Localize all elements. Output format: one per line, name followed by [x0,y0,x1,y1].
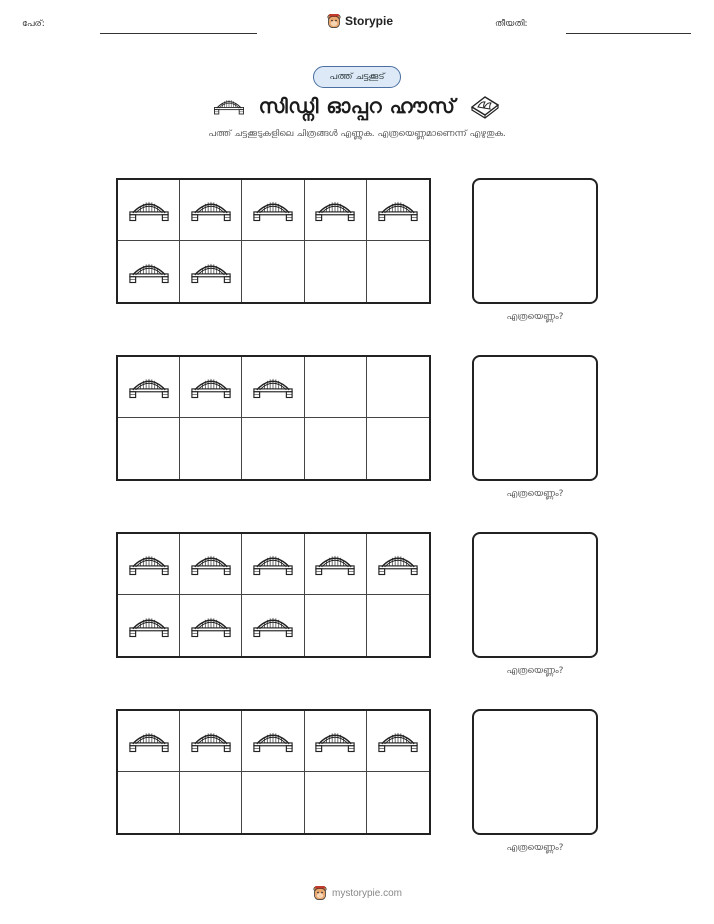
ten-frame-cell [367,180,429,241]
ten-frame-cell [180,241,242,302]
ten-frame-cell [180,534,242,595]
bridge-icon [190,374,232,400]
instructions: പത്ത് ചട്ടക്കൂടുകളിലെ ചിത്രങ്ങൾ എണ്ണുക. എത്രയെണ്ണമാണെന്ന് എഴുതുക. [208,129,506,139]
ten-frame-cell [180,180,242,241]
ten-frame-cell [180,711,242,772]
ten-frame-cell [180,418,242,479]
ten-frame [116,709,431,835]
date-label: തീയതി: [495,19,528,29]
footer-url: mystorypie.com [331,887,402,899]
bridge-icon [190,197,232,223]
ten-frame-cell [242,595,304,656]
ten-frame-cell [242,711,304,772]
how-many-label: എത്രയെണ്ണം? [506,843,564,853]
title-row [0,92,714,120]
ten-frame-cell [118,357,180,418]
bridge-icon [190,551,232,577]
bridge-icon [252,374,294,400]
ten-frame-cell [367,357,429,418]
bridge-icon [314,197,356,223]
ten-frame-cell [118,241,180,302]
storypie-mascot-icon [326,13,342,29]
page-title: സിഡ്നി ഓപ്പറ ഹൗസ് [258,94,456,118]
bridge-icon [128,259,170,285]
ten-frame-cell [118,772,180,833]
answer-box[interactable] [472,709,598,835]
ten-frame [116,178,431,304]
ten-frame-cell [305,711,367,772]
ten-frame-cell [180,357,242,418]
storypie-mascot-icon [312,885,328,901]
name-field[interactable] [100,33,257,34]
ten-frame [116,532,431,658]
how-many-label: എത്രയെണ്ണം? [506,312,564,322]
ten-frame-cell [242,418,304,479]
ten-frame-cell [367,772,429,833]
brand-logo [326,13,393,29]
ten-frame-cell [305,180,367,241]
bridge-icon [190,613,232,639]
bridge-icon [128,374,170,400]
bridge-icon [377,197,419,223]
bridge-icon [213,96,245,116]
how-many-label: എത്രയെണ്ണം? [506,666,564,676]
ten-frame-cell [118,534,180,595]
bridge-icon [128,613,170,639]
bridge-icon [190,728,232,754]
brand-name: Storypie [345,14,394,28]
bridge-icon [128,728,170,754]
ten-frame-cell [367,711,429,772]
name-label: പേര്: [22,19,45,29]
bridge-icon [252,613,294,639]
ten-frame-cell [242,772,304,833]
ten-frame-cell [367,241,429,302]
ten-frame-cell [367,595,429,656]
answer-box[interactable] [472,355,598,481]
ten-frame-cell [367,418,429,479]
ten-frame-cell [305,595,367,656]
ten-frame-cell [305,772,367,833]
bridge-icon [252,728,294,754]
footer [0,885,714,901]
ten-frame-cell [305,357,367,418]
ten-frame-cell [242,180,304,241]
bridge-icon [190,259,232,285]
ten-frame-cell [242,534,304,595]
how-many-label: എത്രയെണ്ണം? [506,489,564,499]
opera-house-sketch-icon [469,93,501,119]
bridge-icon [377,551,419,577]
ten-frame-cell [242,357,304,418]
ten-frame-cell [305,534,367,595]
answer-box[interactable] [472,532,598,658]
ten-frame-cell [118,418,180,479]
bridge-icon [377,728,419,754]
ten-frame-cell [367,534,429,595]
date-field[interactable] [566,33,691,34]
bridge-icon [128,551,170,577]
ten-frame-cell [180,595,242,656]
bridge-icon [128,197,170,223]
ten-frame-cell [242,241,304,302]
bridge-icon [252,551,294,577]
ten-frame-cell [118,180,180,241]
bridge-icon [252,197,294,223]
ten-frame-cell [305,418,367,479]
ten-frame-cell [180,772,242,833]
ten-frame-cell [118,595,180,656]
ten-frame-cell [118,711,180,772]
worksheet-type-badge: പത്ത് ചട്ടക്കൂട് [313,66,401,88]
answer-box[interactable] [472,178,598,304]
bridge-icon [314,551,356,577]
bridge-icon [314,728,356,754]
ten-frame-cell [305,241,367,302]
ten-frame [116,355,431,481]
